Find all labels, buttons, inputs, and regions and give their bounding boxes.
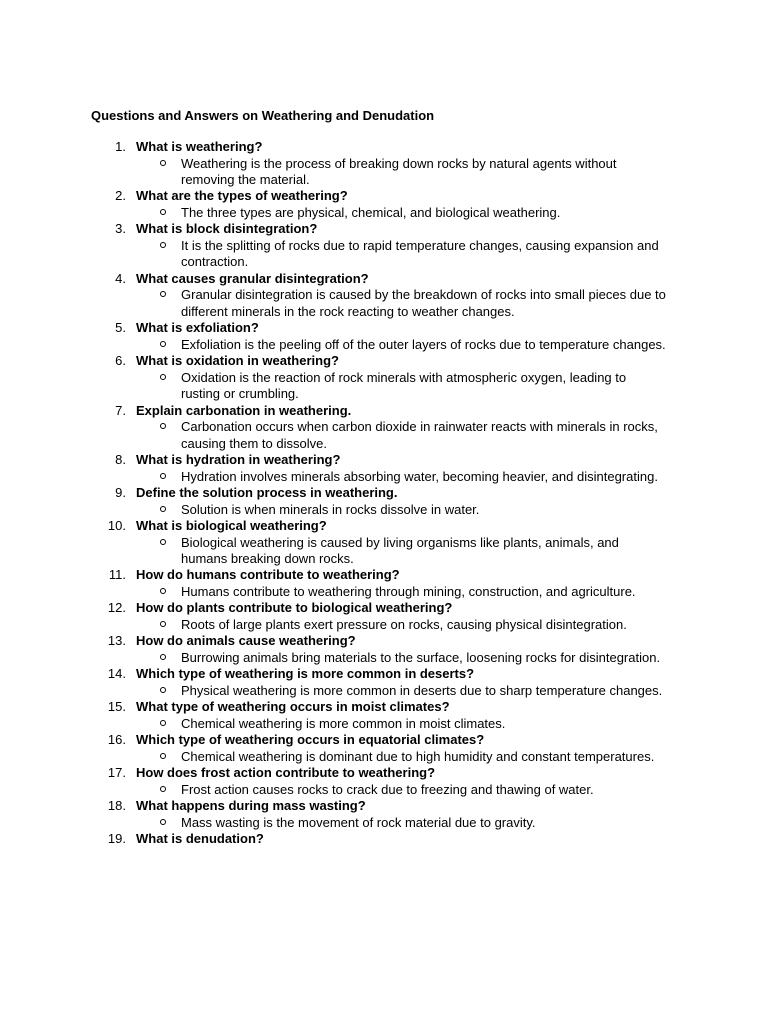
answer-text: Chemical weathering is dominant due to high humidity and constant temperatures. [181,749,655,765]
hollow-bullet-icon [160,588,166,594]
hollow-bullet-icon [160,341,166,347]
question-row [0,139,768,156]
answer-row [0,749,768,765]
hollow-bullet-icon [160,423,166,429]
question-row [0,765,768,782]
question-row [0,633,768,650]
question-text: How do plants contribute to biological weathering? [136,600,453,616]
qa-item [0,320,768,353]
question-text: Which type of weathering occurs in equatorial climates? [136,732,485,748]
qa-item [0,221,768,270]
answer-row [0,287,768,320]
question-number: 6. [115,353,126,369]
qa-item [0,353,768,402]
question-text: What is biological weathering? [136,518,327,534]
question-text: What is hydration in weathering? [136,452,341,468]
question-number: 13. [107,633,126,649]
question-number: 2. [115,188,126,204]
answer-text: Solution is when minerals in rocks dissolve in water. [181,501,480,517]
qa-item [0,798,768,831]
question-row [0,600,768,617]
question-row [0,798,768,815]
qa-item [0,567,768,600]
question-row [0,518,768,535]
hollow-bullet-icon [160,621,166,627]
hollow-bullet-icon [160,506,166,512]
question-text: Define the solution process in weathering. [136,485,398,501]
answer-row [0,815,768,831]
question-text: How do animals cause weathering? [136,633,356,649]
question-text: What type of weathering occurs in moist climates? [136,699,450,715]
hollow-bullet-icon [160,242,166,248]
question-text: How do humans contribute to weathering? [136,567,400,583]
question-number: 5. [115,320,126,336]
question-text: Explain carbonation in weathering. [136,402,352,418]
question-number: 11. [108,567,126,583]
qa-list [0,139,768,848]
answer-text: It is the splitting of rocks due to rapid temperature changes, causing expansion and contraction. [181,238,659,270]
answer-text: Frost action causes rocks to crack due to freezing and thawing of water. [181,782,594,798]
question-row [0,452,768,469]
qa-item [0,188,768,221]
answer-row [0,716,768,732]
qa-item [0,699,768,732]
question-number: 8. [115,452,126,468]
question-number: 7. [115,402,126,418]
question-number: 3. [115,221,126,237]
question-row [0,831,768,848]
answer-text: Mass wasting is the movement of rock material due to gravity. [181,815,536,831]
hollow-bullet-icon [160,291,166,297]
answer-row [0,535,768,568]
question-row [0,271,768,288]
answer-row [0,650,768,666]
answer-row [0,205,768,221]
qa-item [0,271,768,320]
qa-item [0,452,768,485]
question-text: What are the types of weathering? [136,188,348,204]
answer-text: Weathering is the process of breaking down rocks by natural agents without removing the material. [181,155,617,187]
answer-text: Granular disintegration is caused by the breakdown of rocks into small pieces due to different minerals in the rock reacting to weather changes. [181,287,666,319]
answer-text: Chemical weathering is more common in moist climates. [181,716,506,732]
question-number: 16. [107,732,126,748]
document-title: Questions and Answers on Weathering and Denudation [91,108,435,123]
qa-item [0,518,768,567]
answer-text: Hydration involves minerals absorbing water, becoming heavier, and disintegrating. [181,468,658,484]
question-number: 9. [115,485,126,501]
answer-text: Physical weathering is more common in deserts due to sharp temperature changes. [181,683,663,699]
question-number: 10. [107,518,126,534]
question-row [0,353,768,370]
hollow-bullet-icon [160,473,166,479]
question-row [0,403,768,420]
question-number: 1. [115,139,126,154]
qa-item [0,765,768,798]
hollow-bullet-icon [160,209,166,215]
hollow-bullet-icon [160,753,166,759]
answer-row [0,238,768,271]
question-number: 19. [107,831,126,847]
hollow-bullet-icon [160,819,166,825]
question-text: How does frost action contribute to weathering? [136,765,436,781]
answer-row [0,617,768,633]
question-number: 18. [107,798,126,814]
question-text: Which type of weathering is more common in deserts? [136,666,475,682]
answer-row [0,584,768,600]
question-number: 12. [107,600,126,616]
qa-item [0,600,768,633]
qa-item [0,485,768,518]
answer-row [0,683,768,699]
answer-text: Exfoliation is the peeling off of the outer layers of rocks due to temperature changes. [181,336,666,352]
question-number: 4. [115,270,126,286]
answer-row [0,502,768,518]
hollow-bullet-icon [160,654,166,660]
question-text: What is weathering? [136,139,263,154]
question-text: What causes granular disintegration? [136,270,369,286]
question-text: What is exfoliation? [136,320,259,336]
question-number: 17. [107,765,126,781]
question-row [0,699,768,716]
question-row [0,567,768,584]
answer-text: Humans contribute to weathering through mining, construction, and agriculture. [181,584,636,600]
answer-row [0,337,768,353]
qa-item [0,831,768,848]
answer-text: Carbonation occurs when carbon dioxide in rainwater reacts with minerals in rocks, causing them to dissolve. [181,419,658,451]
answer-row [0,156,768,189]
question-text: What is block disintegration? [136,221,318,237]
hollow-bullet-icon [160,160,166,166]
qa-item [0,633,768,666]
question-row [0,666,768,683]
hollow-bullet-icon [160,374,166,380]
qa-item [0,732,768,765]
answer-text: The three types are physical, chemical, and biological weathering. [181,205,561,220]
question-row [0,221,768,238]
answer-text: Oxidation is the reaction of rock minerals with atmospheric oxygen, leading to rusting or crumbling. [181,369,627,402]
answer-row [0,370,768,403]
question-row [0,188,768,205]
answer-row [0,419,768,452]
hollow-bullet-icon [160,786,166,792]
answer-row [0,782,768,798]
answer-text: Roots of large plants exert pressure on rocks, causing physical disintegration. [181,617,627,633]
question-text: What is denudation? [136,831,264,847]
question-number: 15. [107,699,126,715]
question-row [0,320,768,337]
answer-text: Burrowing animals bring materials to the surface, loosening rocks for disintegration. [181,650,661,666]
answer-text: Biological weathering is caused by living organisms like plants, animals, and humans breaking down rocks. [181,534,619,567]
hollow-bullet-icon [160,720,166,726]
answer-row [0,469,768,485]
question-text: What happens during mass wasting? [136,798,366,814]
hollow-bullet-icon [160,687,166,693]
question-number: 14. [107,666,126,682]
qa-item [0,139,768,188]
question-text: What is oxidation in weathering? [136,353,339,369]
question-row [0,732,768,749]
question-row [0,485,768,502]
qa-item [0,403,768,452]
qa-item [0,666,768,699]
hollow-bullet-icon [160,539,166,545]
